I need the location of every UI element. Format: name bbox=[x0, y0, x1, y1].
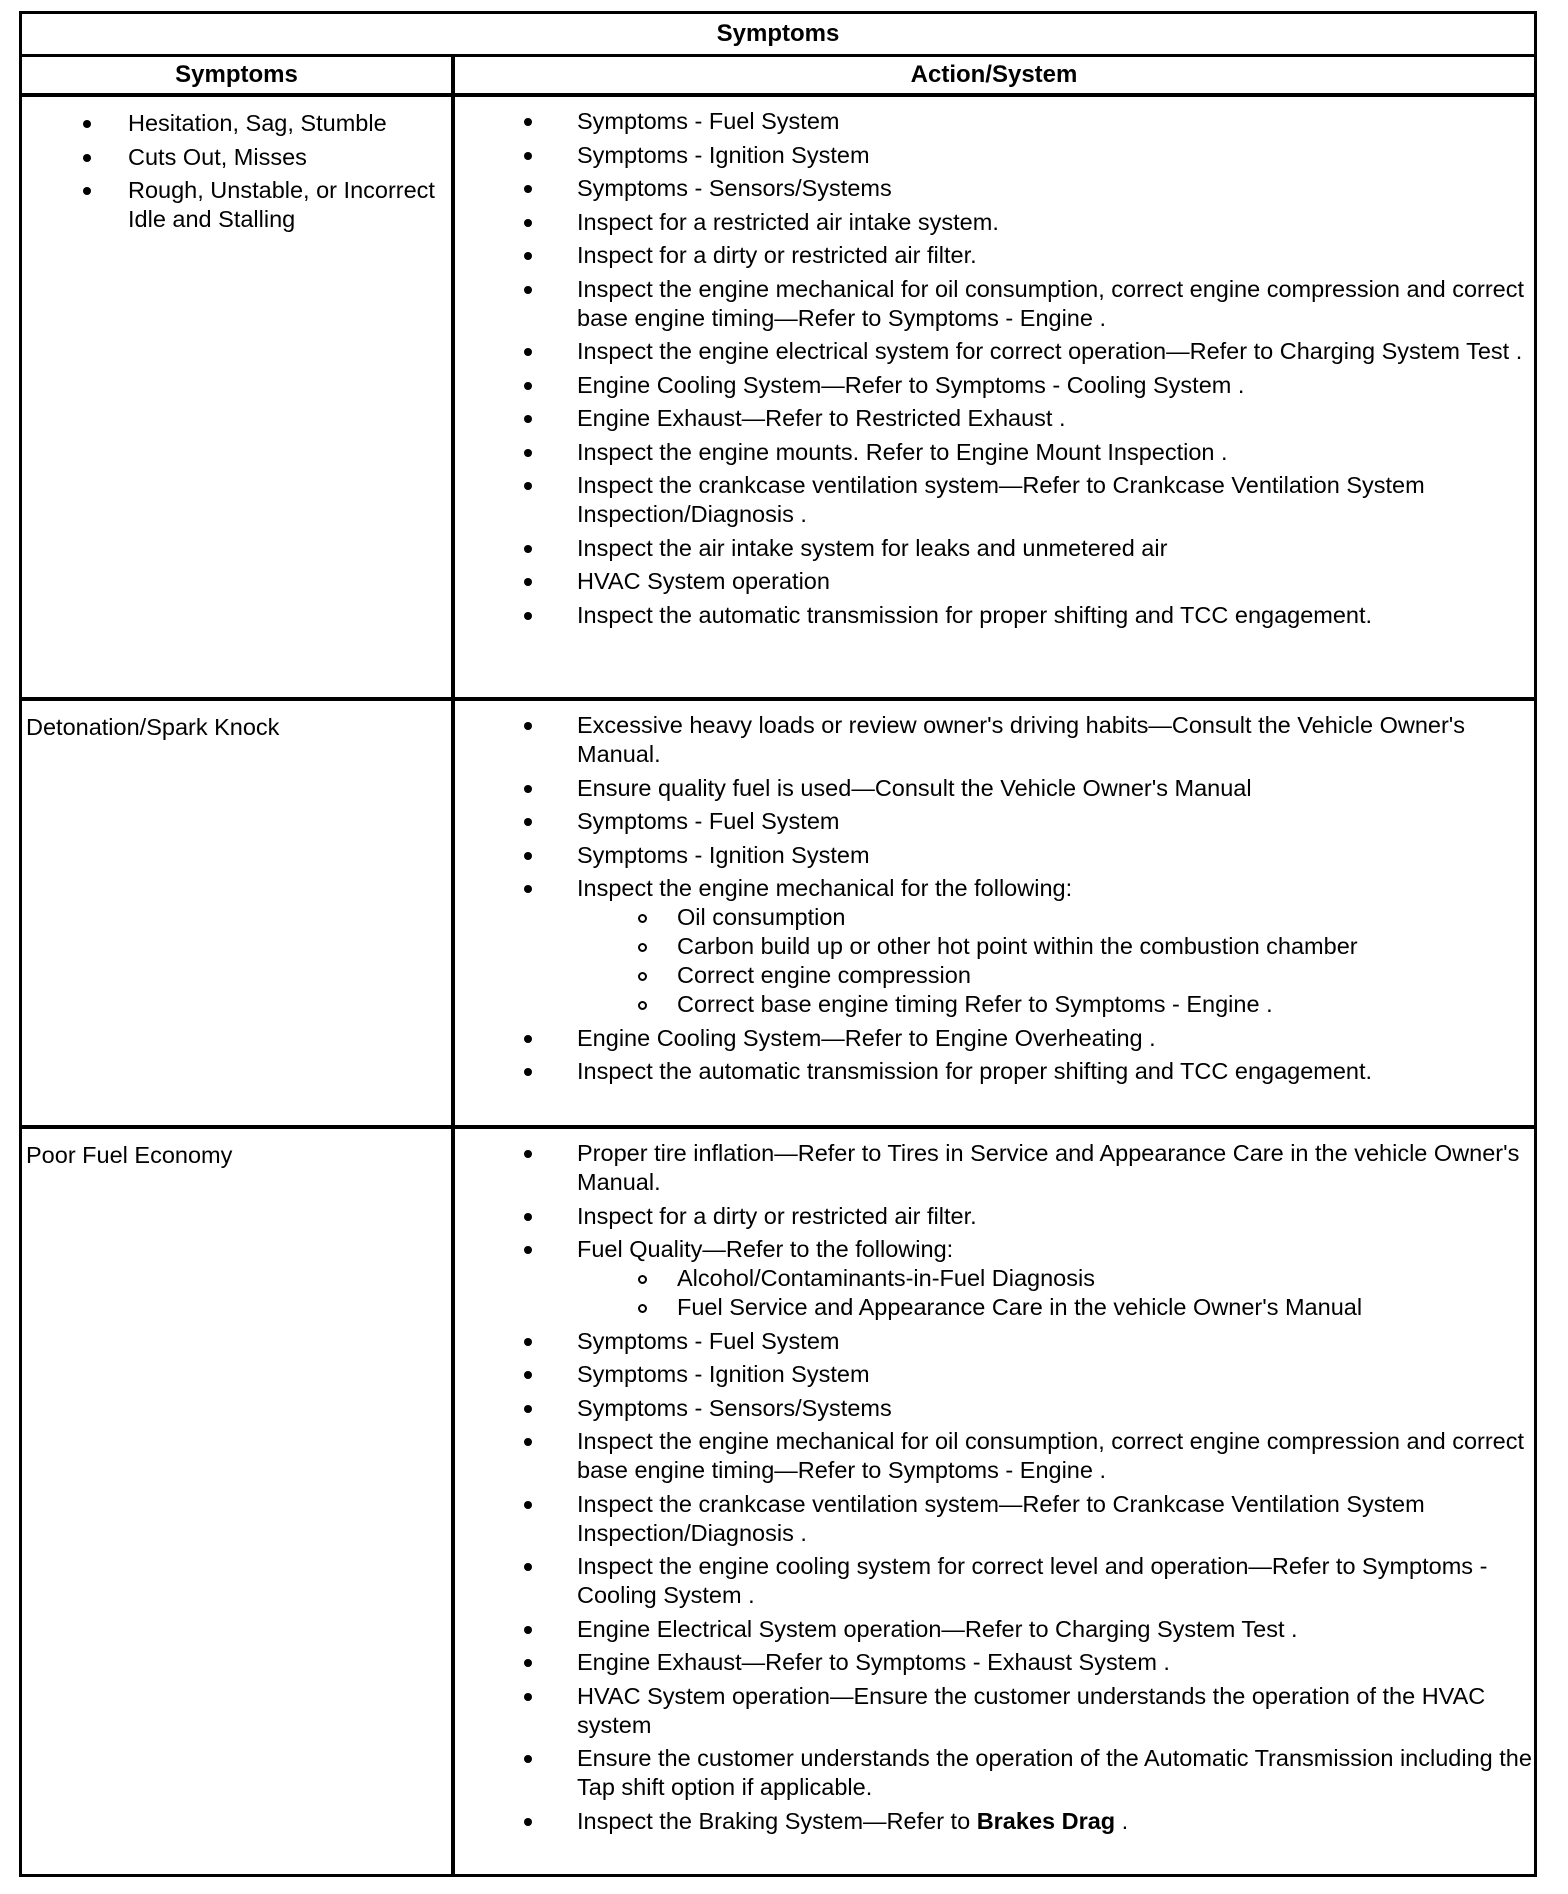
bullet-icon bbox=[524, 1371, 532, 1379]
bullet-icon bbox=[524, 1755, 532, 1763]
list-item: Symptoms - Fuel System bbox=[455, 1327, 1534, 1356]
list-item: Ensure quality fuel is used—Consult the Vehicle Owner's Manual bbox=[455, 774, 1534, 803]
bullet-icon bbox=[524, 252, 532, 260]
list-item: Symptoms - Fuel System bbox=[455, 107, 1534, 136]
circle-bullet-icon bbox=[638, 1275, 647, 1284]
list-item: Symptoms - Sensors/Systems bbox=[455, 1394, 1534, 1423]
list-item: Cuts Out, Misses bbox=[26, 143, 451, 172]
circle-bullet-icon bbox=[638, 943, 647, 952]
circle-bullet-icon bbox=[638, 914, 647, 923]
sub-list-item: Alcohol/Contaminants-in-Fuel Diagnosis bbox=[577, 1264, 1534, 1293]
table-row bbox=[22, 701, 1534, 1129]
bullet-icon bbox=[83, 154, 91, 162]
bullet-icon bbox=[524, 1035, 532, 1043]
list-item: Inspect for a restricted air intake system. bbox=[455, 208, 1534, 237]
table-row bbox=[22, 97, 1534, 701]
bullet-icon bbox=[524, 152, 532, 160]
bullet-icon bbox=[524, 1501, 532, 1509]
list-item: Engine Cooling System—Refer to Engine Overheating . bbox=[455, 1024, 1534, 1053]
list-item: Symptoms - Fuel System bbox=[455, 807, 1534, 836]
list-item: Inspect the engine mechanical for the following: Oil consumption Carbon build up or other hot point within the combustion chamber Correct engine compression Correct base engine timing Refer to Symptoms - Engine . bbox=[455, 874, 1534, 1019]
list-item: Excessive heavy loads or review owner's driving habits—Consult the Vehicle Owner's Manual. bbox=[455, 711, 1534, 769]
sub-list bbox=[577, 1264, 1534, 1322]
action-list bbox=[455, 1139, 1534, 1836]
list-item: HVAC System operation bbox=[455, 567, 1534, 596]
list-item: Inspect the crankcase ventilation system—Refer to Crankcase Ventilation System Inspection/Diagnosis . bbox=[455, 1490, 1534, 1548]
table-row bbox=[22, 1129, 1534, 1874]
bullet-icon bbox=[524, 118, 532, 126]
bullet-icon bbox=[524, 545, 532, 553]
list-item: Fuel Quality—Refer to the following: Alcohol/Contaminants-in-Fuel Diagnosis Fuel Service and Appearance Care in the vehicle Owner's Manual bbox=[455, 1235, 1534, 1322]
sub-list-item: Oil consumption bbox=[577, 903, 1534, 932]
bullet-icon bbox=[524, 1338, 532, 1346]
bullet-icon bbox=[524, 348, 532, 356]
list-item: Inspect the automatic transmission for proper shifting and TCC engagement. bbox=[455, 601, 1534, 630]
list-item: Inspect the Braking System—Refer to Brakes Drag . bbox=[455, 1807, 1534, 1836]
bullet-icon bbox=[524, 185, 532, 193]
bullet-icon bbox=[524, 1213, 532, 1221]
bullet-icon bbox=[524, 1246, 532, 1254]
bullet-icon bbox=[524, 1405, 532, 1413]
header-action-system: Action/System bbox=[910, 61, 1078, 88]
sub-list-item: Carbon build up or other hot point within the combustion chamber bbox=[577, 932, 1534, 961]
list-item: Symptoms - Sensors/Systems bbox=[455, 174, 1534, 203]
list-item: Inspect for a dirty or restricted air filter. bbox=[455, 241, 1534, 270]
actions-cell bbox=[455, 97, 1534, 697]
circle-bullet-icon bbox=[638, 1304, 647, 1313]
bullet-icon bbox=[524, 722, 532, 730]
bullet-icon bbox=[524, 219, 532, 227]
actions-cell bbox=[455, 1129, 1534, 1874]
bullet-icon bbox=[524, 1150, 532, 1158]
symptom-label: Detonation/Spark Knock bbox=[26, 714, 280, 740]
list-item: Inspect the engine electrical system for correct operation—Refer to Charging System Test . bbox=[455, 337, 1534, 366]
brakes-drag-reference: Brakes Drag bbox=[976, 1807, 1116, 1834]
sub-list-item: Fuel Service and Appearance Care in the vehicle Owner's Manual bbox=[577, 1293, 1534, 1322]
list-item: Proper tire inflation—Refer to Tires in Service and Appearance Care in the vehicle Owner's Manual. bbox=[455, 1139, 1534, 1197]
header-row bbox=[22, 57, 1534, 97]
list-item: Engine Exhaust—Refer to Restricted Exhaust . bbox=[455, 404, 1534, 433]
sub-list-item: Correct base engine timing Refer to Symptoms - Engine . bbox=[577, 990, 1534, 1019]
symptoms-cell bbox=[22, 1129, 451, 1874]
symptoms-cell bbox=[22, 701, 451, 1125]
bullet-icon bbox=[524, 286, 532, 294]
bullet-icon bbox=[524, 449, 532, 457]
actions-cell bbox=[455, 701, 1534, 1125]
list-item: Inspect the air intake system for leaks and unmetered air bbox=[455, 534, 1534, 563]
list-item: Ensure the customer understands the operation of the Automatic Transmission including the Tap shift option if applicable. bbox=[455, 1744, 1534, 1802]
list-item: Hesitation, Sag, Stumble bbox=[26, 109, 451, 138]
bullet-icon bbox=[524, 1626, 532, 1634]
list-item: Rough, Unstable, or Incorrect Idle and Stalling bbox=[26, 176, 451, 234]
list-item: Engine Electrical System operation—Refer to Charging System Test . bbox=[455, 1615, 1534, 1644]
table-title: Symptoms bbox=[22, 14, 1534, 57]
bullet-icon bbox=[524, 1818, 532, 1826]
list-item: Inspect the engine mounts. Refer to Engine Mount Inspection . bbox=[455, 438, 1534, 467]
bullet-icon bbox=[524, 415, 532, 423]
list-item: HVAC System operation—Ensure the customer understands the operation of the HVAC system bbox=[455, 1682, 1534, 1740]
list-item: Engine Exhaust—Refer to Symptoms - Exhaust System . bbox=[455, 1648, 1534, 1677]
sub-list-item: Correct engine compression bbox=[577, 961, 1534, 990]
header-symptoms: Symptoms bbox=[175, 61, 298, 88]
circle-bullet-icon bbox=[638, 972, 647, 981]
action-list bbox=[455, 711, 1534, 1086]
bullet-icon bbox=[524, 1693, 532, 1701]
sub-list bbox=[577, 903, 1534, 1019]
bullet-icon bbox=[524, 785, 532, 793]
list-item: Inspect the automatic transmission for proper shifting and TCC engagement. bbox=[455, 1057, 1534, 1086]
bullet-icon bbox=[524, 1563, 532, 1571]
bullet-icon bbox=[524, 578, 532, 586]
bullet-icon bbox=[524, 852, 532, 860]
list-item: Engine Cooling System—Refer to Symptoms - Cooling System . bbox=[455, 371, 1534, 400]
bullet-icon bbox=[524, 382, 532, 390]
circle-bullet-icon bbox=[638, 1001, 647, 1010]
list-item: Inspect the engine cooling system for correct level and operation—Refer to Symptoms - Cooling System . bbox=[455, 1552, 1534, 1610]
bullet-icon bbox=[83, 120, 91, 128]
action-list bbox=[455, 107, 1534, 630]
symptom-list bbox=[26, 109, 451, 234]
bullet-icon bbox=[524, 885, 532, 893]
list-item: Inspect the engine mechanical for oil consumption, correct engine compression and correct base engine timing—Refer to Symptoms - Engine . bbox=[455, 275, 1534, 333]
bullet-icon bbox=[524, 612, 532, 620]
bullet-icon bbox=[524, 1659, 532, 1667]
list-item: Symptoms - Ignition System bbox=[455, 841, 1534, 870]
list-item: Symptoms - Ignition System bbox=[455, 1360, 1534, 1389]
bullet-icon bbox=[83, 187, 91, 195]
symptoms-cell bbox=[22, 97, 451, 697]
list-item: Inspect the engine mechanical for oil consumption, correct engine compression and correct base engine timing—Refer to Symptoms - Engine . bbox=[455, 1427, 1534, 1485]
bullet-icon bbox=[524, 1068, 532, 1076]
bullet-icon bbox=[524, 482, 532, 490]
symptoms-table bbox=[19, 11, 1537, 1877]
symptom-label: Poor Fuel Economy bbox=[26, 1142, 233, 1168]
list-item: Inspect for a dirty or restricted air filter. bbox=[455, 1202, 1534, 1231]
list-item: Symptoms - Ignition System bbox=[455, 141, 1534, 170]
bullet-icon bbox=[524, 1438, 532, 1446]
bullet-icon bbox=[524, 818, 532, 826]
list-item: Inspect the crankcase ventilation system—Refer to Crankcase Ventilation System Inspection/Diagnosis . bbox=[455, 471, 1534, 529]
